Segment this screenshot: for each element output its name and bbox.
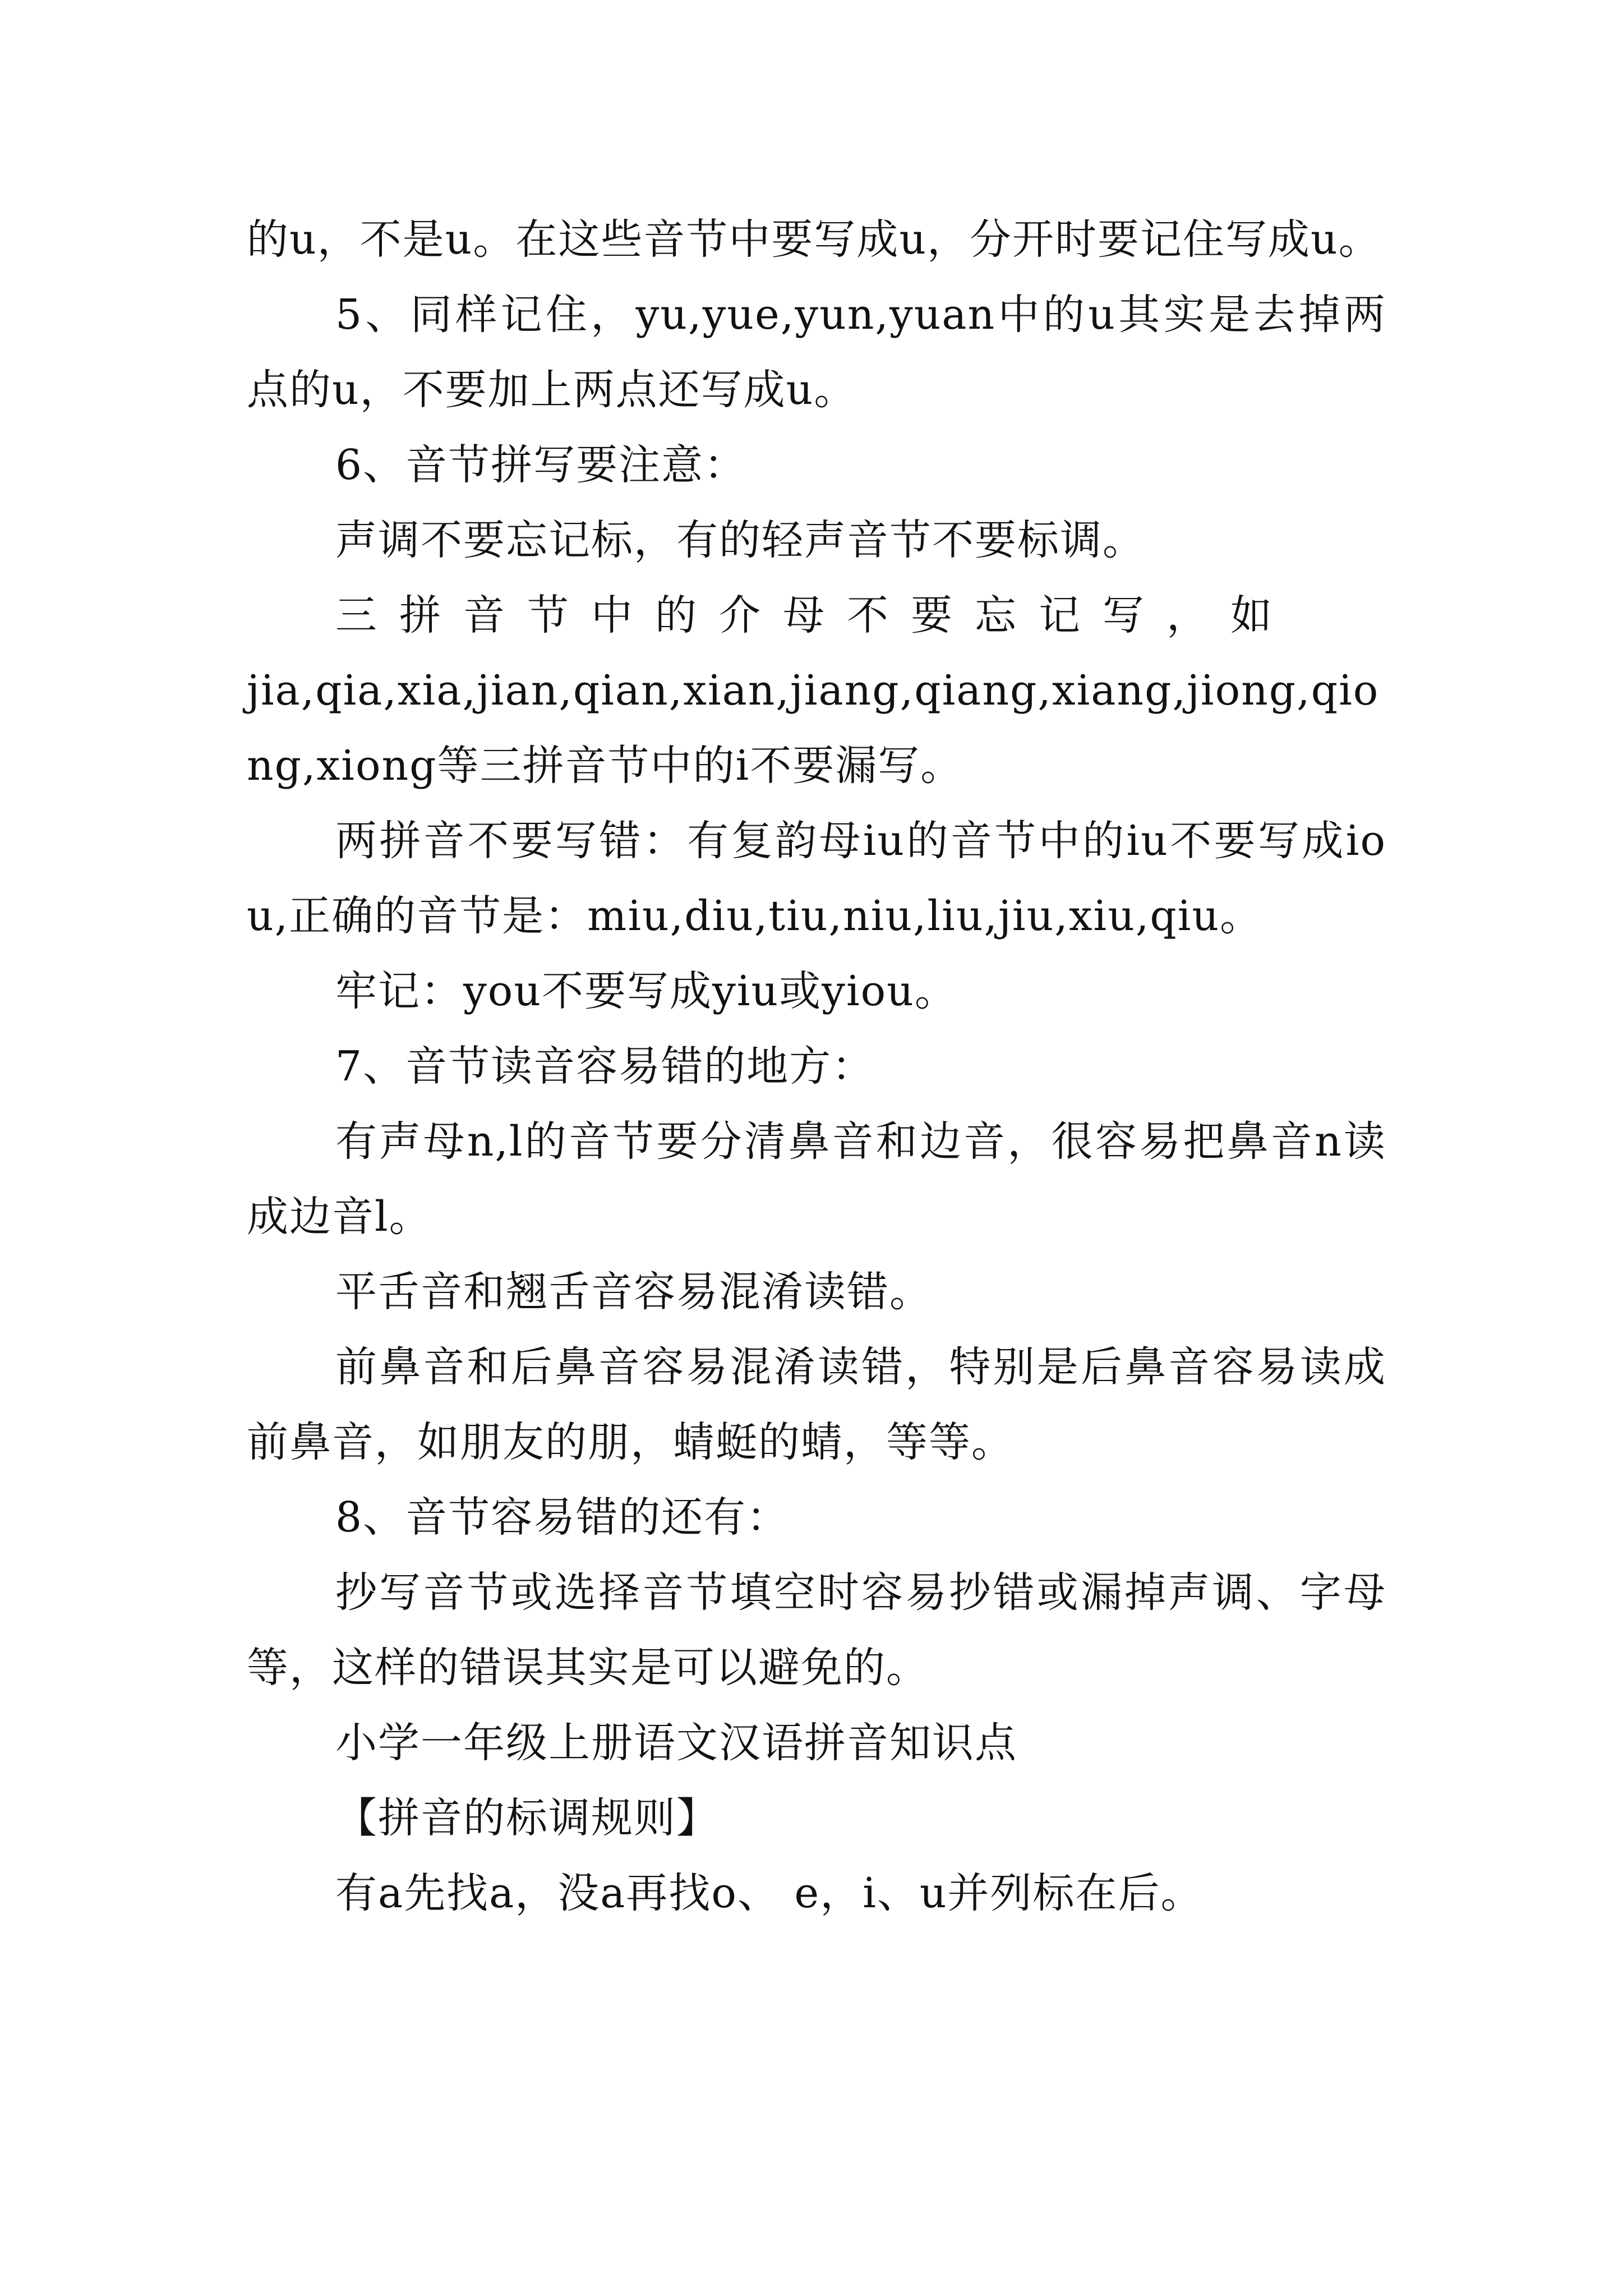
paragraph-u-continued: 的u，不是u。在这些音节中要写成u，分开时要记住写成u。 xyxy=(247,215,1381,264)
paragraph-two-part-syllables: 两拼音不要写错：有复韵母iu的音节中的iu不要写成iou,正确的音节是：miu,diu,tiu,niu,liu,jiu,xiu,qiu。 xyxy=(247,817,1386,940)
paragraph-tone-marks: 声调不要忘记标，有的轻声音节不要标调。 xyxy=(335,516,1145,564)
paragraph-flat-retroflex: 平舌音和翘舌音容易混淆读错。 xyxy=(335,1268,932,1316)
paragraph-three-part-syllables: 三拼音节中的介母不要忘记写，如 xyxy=(335,591,1294,639)
paragraph-three-part-examples: jia,qia,xia,jian,qian,xian,jiang,qiang,xiang,jiong,qiong,xiong等三拼音节中的i不要漏写。 xyxy=(247,666,1380,790)
paragraph-rule-8-heading: 8、音节容易错的还有： xyxy=(335,1493,790,1542)
paragraph-rule-5: 5、同样记住，yu,yue,yun,yuan中的u其实是去掉两点的u，不要加上两点还写成u。 xyxy=(247,291,1386,414)
paragraph-rule-6-heading: 6、音节拼写要注意： xyxy=(335,441,747,489)
document-body xyxy=(247,202,1386,1931)
paragraph-remember-you: 牢记：you不要写成yiu或yiou。 xyxy=(335,967,957,1015)
paragraph-n-l-sounds: 有声母n,l的音节要分清鼻音和边音，很容易把鼻音n读成边音l。 xyxy=(247,1117,1386,1241)
paragraph-nasal-sounds: 前鼻音和后鼻音容易混淆读错，特别是后鼻音容易读成前鼻音，如朋友的朋，蜻蜓的蜻，等等。 xyxy=(247,1343,1386,1466)
paragraph-rule-7-heading: 7、音节读音容易错的地方： xyxy=(335,1042,875,1091)
section-subtitle: 【拼音的标调规则】 xyxy=(335,1794,719,1842)
paragraph-tone-rule: 有a先找a，没a再找o、 e，i、u并列标在后。 xyxy=(335,1869,1204,1917)
paragraph-copy-errors: 抄写音节或选择音节填空时容易抄错或漏掉声调、字母等，这样的错误其实是可以避免的。 xyxy=(247,1568,1386,1692)
section-title: 小学一年级上册语文汉语拼音知识点 xyxy=(335,1719,1017,1767)
